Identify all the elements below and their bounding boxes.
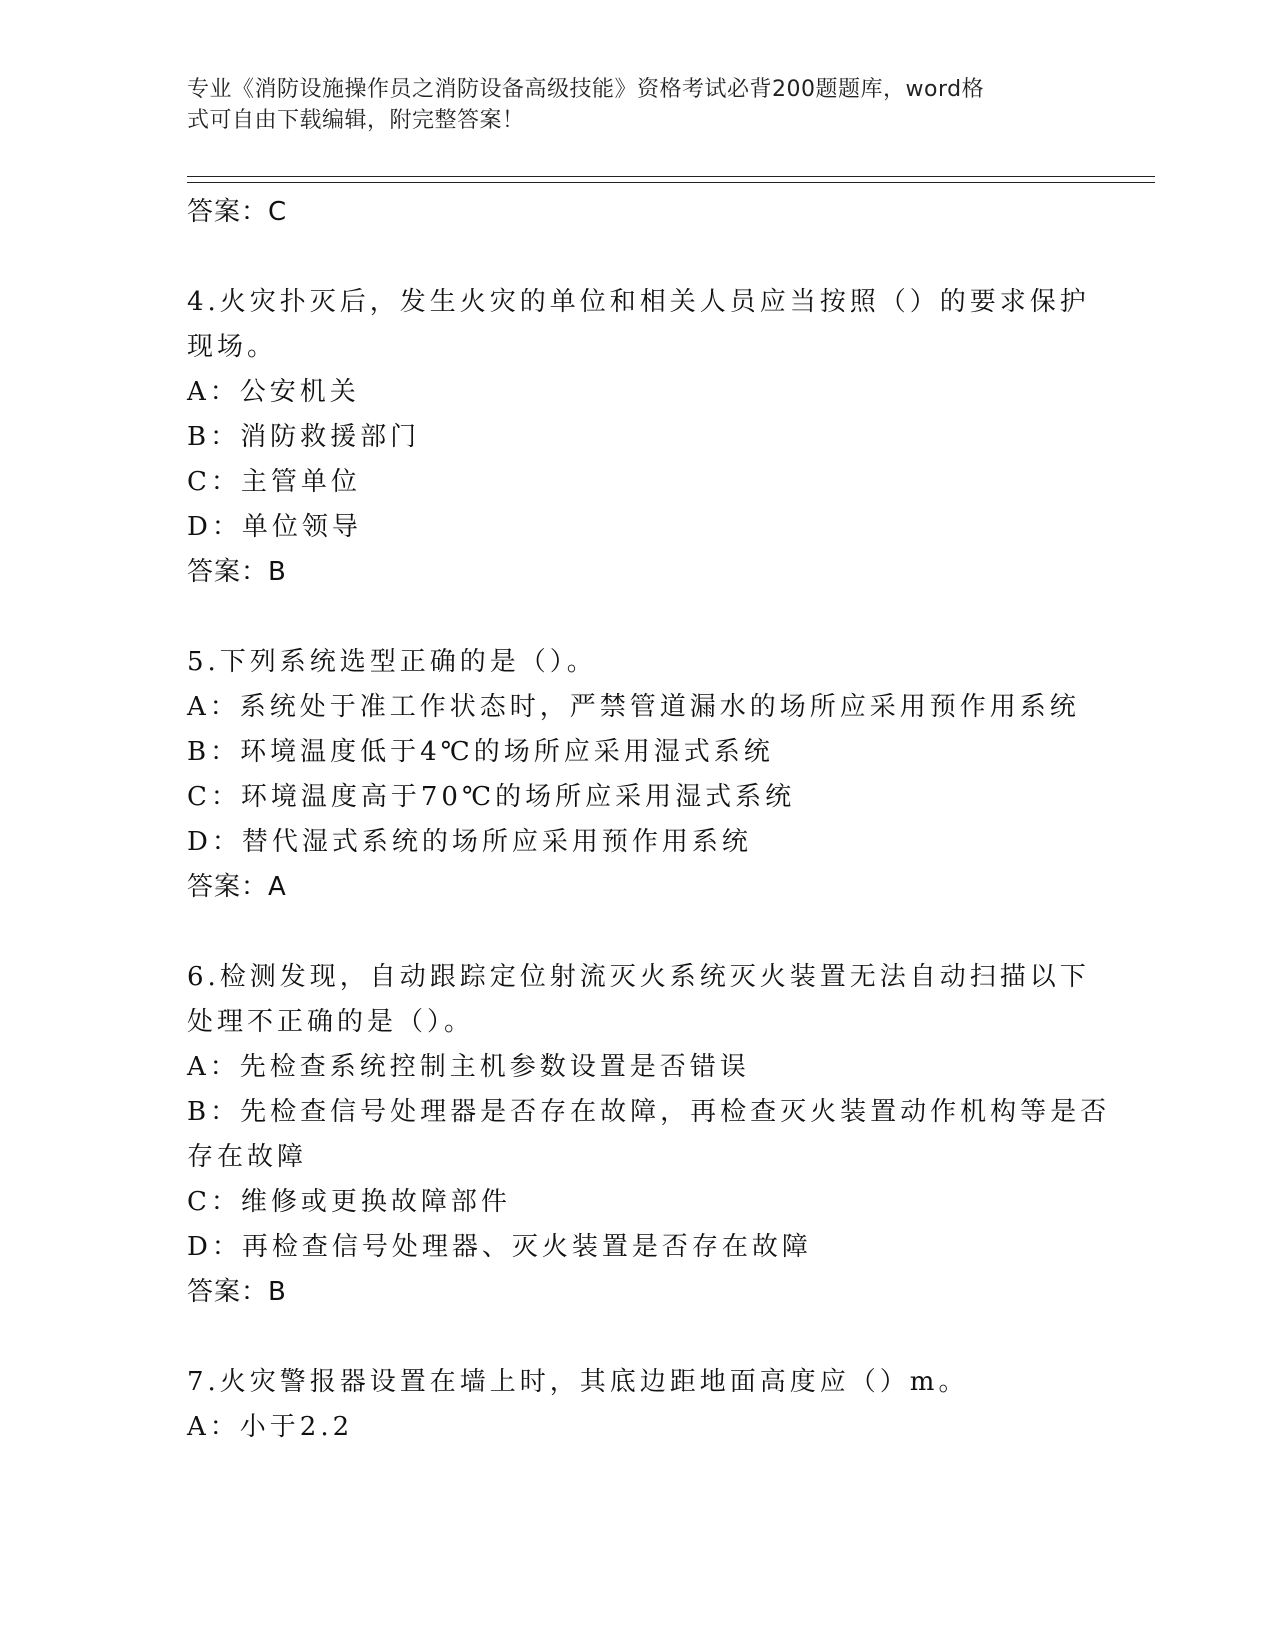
option-b: B：环境温度低于4℃的场所应采用湿式系统	[187, 737, 774, 767]
answer: 答案：B	[187, 557, 287, 587]
header-divider-top	[187, 176, 1155, 177]
option-d: D：再检查信号处理器、灭火装置是否存在故障	[187, 1232, 812, 1262]
spacer	[187, 235, 1087, 280]
option-d: D：替代湿式系统的场所应采用预作用系统	[187, 827, 752, 857]
question-4	[187, 280, 1090, 595]
option-a: A：系统处于准工作状态时，严禁管道漏水的场所应采用预作用系统	[187, 692, 1080, 722]
header-line-1: 专业《消防设施操作员之消防设备高级技能》资格考试必背200题题库，word格	[187, 77, 985, 102]
option-a: A：公安机关	[187, 377, 360, 407]
answer-q3: 答案：C	[187, 197, 288, 227]
header-line-2: 式可自由下载编辑，附完整答案！	[187, 108, 525, 133]
option-c: C：主管单位	[187, 467, 361, 497]
option-a: A：小于2.2	[187, 1412, 354, 1442]
option-b-continued: 存在故障	[187, 1142, 308, 1172]
header-divider-bottom	[187, 182, 1155, 183]
answer: 答案：A	[187, 872, 287, 902]
document-header	[187, 74, 1067, 136]
question-stem: 4.火灾扑灭后，发生火灾的单位和相关人员应当按照（）的要求保护	[187, 287, 1090, 317]
option-b: B：消防救援部门	[187, 422, 421, 452]
question-list	[187, 190, 1111, 1450]
spacer	[187, 910, 1087, 955]
answer: 答案：B	[187, 1277, 287, 1307]
spacer	[187, 595, 1087, 640]
question-stem: 6.检测发现，自动跟踪定位射流灭火系统灭火装置无法自动扫描以下	[187, 962, 1090, 992]
question-stem: 7.火灾警报器设置在墙上时，其底边距地面高度应（）m。	[187, 1367, 969, 1397]
option-d: D：单位领导	[187, 512, 362, 542]
option-c: C：维修或更换故障部件	[187, 1187, 511, 1217]
question-7	[187, 1360, 1087, 1450]
question-stem-continued: 现场。	[187, 332, 278, 362]
option-c: C：环境温度高于70℃的场所应采用湿式系统	[187, 782, 796, 812]
question-5	[187, 640, 1087, 910]
spacer	[187, 1315, 1087, 1360]
question-stem-continued: 处理不正确的是（）。	[187, 1007, 475, 1037]
question-stem: 5.下列系统选型正确的是（）。	[187, 647, 597, 677]
option-a: A：先检查系统控制主机参数设置是否错误	[187, 1052, 750, 1082]
option-b: B：先检查信号处理器是否存在故障，再检查灭火装置动作机构等是否	[187, 1097, 1111, 1127]
question-6	[187, 955, 1111, 1315]
